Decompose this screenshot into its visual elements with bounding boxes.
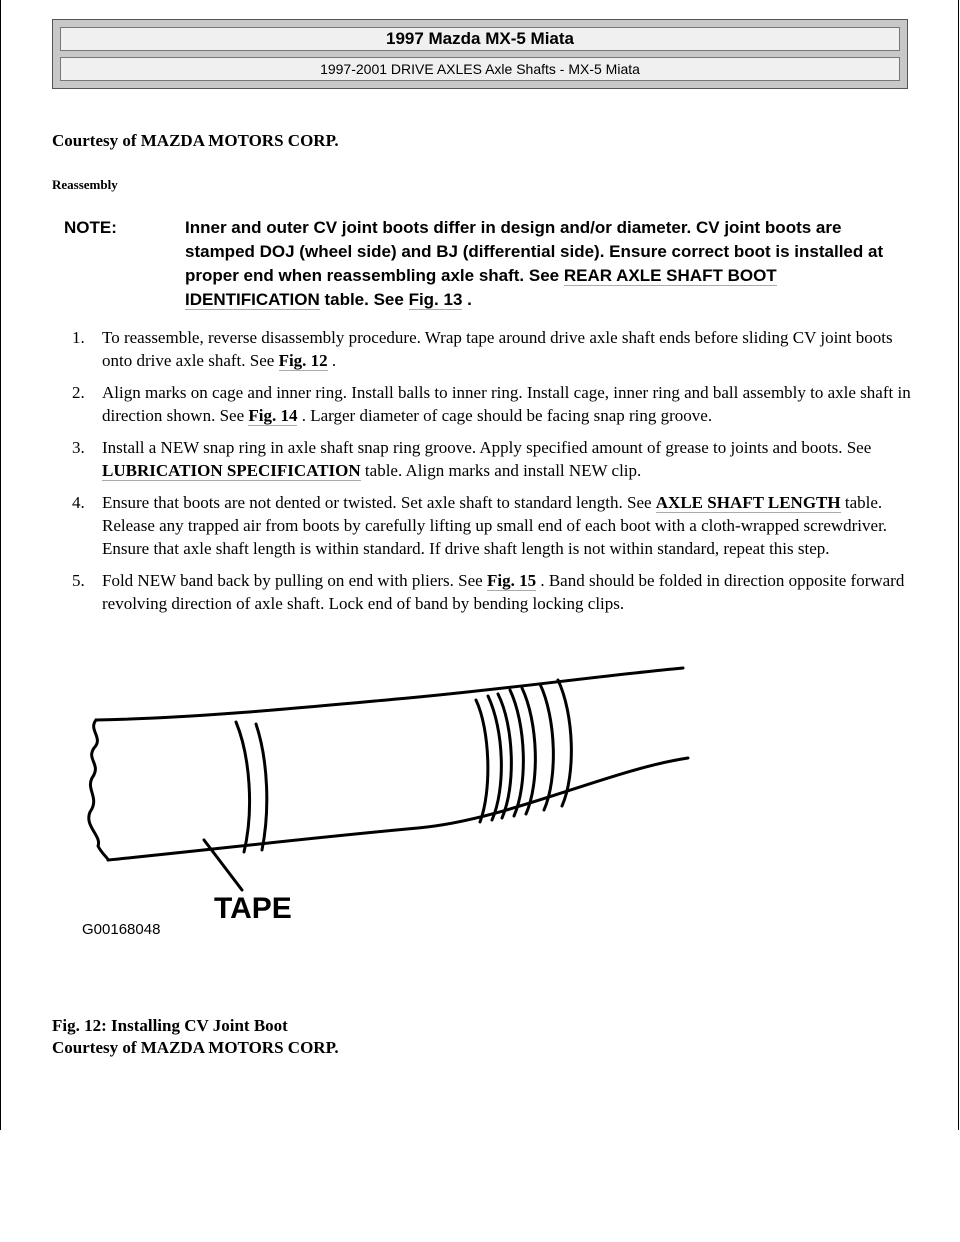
page-border-right: [958, 0, 959, 1130]
step-number: 1.: [72, 328, 85, 347]
note-label: NOTE:: [64, 218, 117, 237]
tape-edge-right: [256, 724, 267, 850]
figure-caption-title: Fig. 12: Installing CV Joint Boot: [52, 1016, 288, 1035]
section-heading: Reassembly: [52, 177, 118, 192]
header-title-bar: [60, 27, 900, 51]
shaft-cut-end: [89, 720, 108, 860]
tape-edge-left: [236, 722, 250, 852]
link-axle-shaft-length[interactable]: AXLE SHAFT LENGTH: [655, 493, 841, 512]
header-subtitle-bar: [60, 57, 900, 81]
header-title: 1997 Mazda MX-5 Miata: [385, 29, 574, 48]
document-header: [52, 19, 908, 89]
step-item: [72, 491, 912, 560]
link-rear-axle-shaft-boot-identification[interactable]: REAR AXLE SHAFT BOOT IDENTIFICATION: [185, 266, 777, 309]
figure-axle-shaft-tape: [78, 660, 708, 945]
shaft-outline-bottom: [108, 758, 688, 860]
step-number: 2.: [72, 383, 85, 402]
step-text: .: [327, 351, 337, 370]
shaft-outline-top: [96, 668, 683, 720]
step-item: [72, 326, 912, 372]
step-item: [72, 436, 912, 482]
step-number: 4.: [72, 493, 85, 512]
reassembly-steps: [72, 326, 912, 624]
step-text: Ensure that boots are not dented or twisted. Set axle shaft to standard length. See: [102, 493, 656, 512]
note-text-part: table. See: [319, 290, 409, 309]
note-text: [185, 216, 905, 312]
header-subtitle: 1997-2001 DRIVE AXLES Axle Shafts - MX-5 Miata: [320, 61, 640, 77]
step-number: 3.: [72, 438, 85, 457]
step-text: . Band should be folded in direction opposite forward revolving direction of axle shaft. Lock end of band by bending locking clips.: [102, 571, 905, 613]
step-text: Align marks on cage and inner ring. Install balls to inner ring. Install cage, inner ring and ball assembly to axle shaft in direction shown. See: [102, 383, 911, 425]
step-item: [72, 569, 912, 615]
link-fig-13[interactable]: Fig. 13: [408, 290, 463, 309]
note-text-part: .: [462, 290, 472, 309]
groove-ring: [558, 680, 571, 806]
step-text: Fold NEW band back by pulling on end with pliers. See: [102, 571, 487, 590]
link-fig-15[interactable]: Fig. 15: [486, 571, 537, 590]
figure-id: G00168048: [82, 921, 161, 938]
page-border-left: [0, 0, 1, 1130]
groove-ring: [476, 700, 488, 822]
step-number: 5.: [72, 571, 85, 590]
note-text-part: Inner and outer CV joint boots differ in design and/or diameter. CV joint boots are stamped DOJ (wheel side) and BJ (differential side). Ensure correct boot is installed at proper end when reassembling axle shaft. See: [185, 218, 884, 285]
figure-callout-tape: TAPE: [214, 892, 292, 925]
step-text: . Larger diameter of cage should be facing snap ring groove.: [297, 406, 713, 425]
link-lubrication-specification[interactable]: LUBRICATION SPECIFICATION: [102, 461, 361, 480]
courtesy-credit: Courtesy of MAZDA MOTORS CORP.: [52, 131, 339, 150]
step-text: Install a NEW snap ring in axle shaft snap ring groove. Apply specified amount of grease to joints and boots. See: [102, 438, 872, 457]
link-fig-14[interactable]: Fig. 14: [248, 406, 298, 425]
axle-shaft-illustration: [78, 660, 708, 945]
figure-caption: [52, 1015, 339, 1059]
step-item: [72, 381, 912, 427]
step-text: table. Align marks and install NEW clip.: [360, 461, 642, 480]
groove-ring: [540, 684, 553, 810]
step-text: To reassemble, reverse disassembly procedure. Wrap tape around drive axle shaft ends before sliding CV joint boots onto drive axle shaft. See: [102, 328, 893, 370]
link-fig-12[interactable]: Fig. 12: [278, 351, 328, 370]
figure-caption-courtesy: Courtesy of MAZDA MOTORS CORP.: [52, 1038, 339, 1057]
step-text: table. Release any trapped air from boots by carefully lifting up small end of each boot with a cloth-wrapped screwdriver. Ensure that axle shaft length is within standard. If drive shaft length is not within standard, repeat this step.: [102, 493, 888, 558]
groove-ring: [488, 696, 501, 820]
